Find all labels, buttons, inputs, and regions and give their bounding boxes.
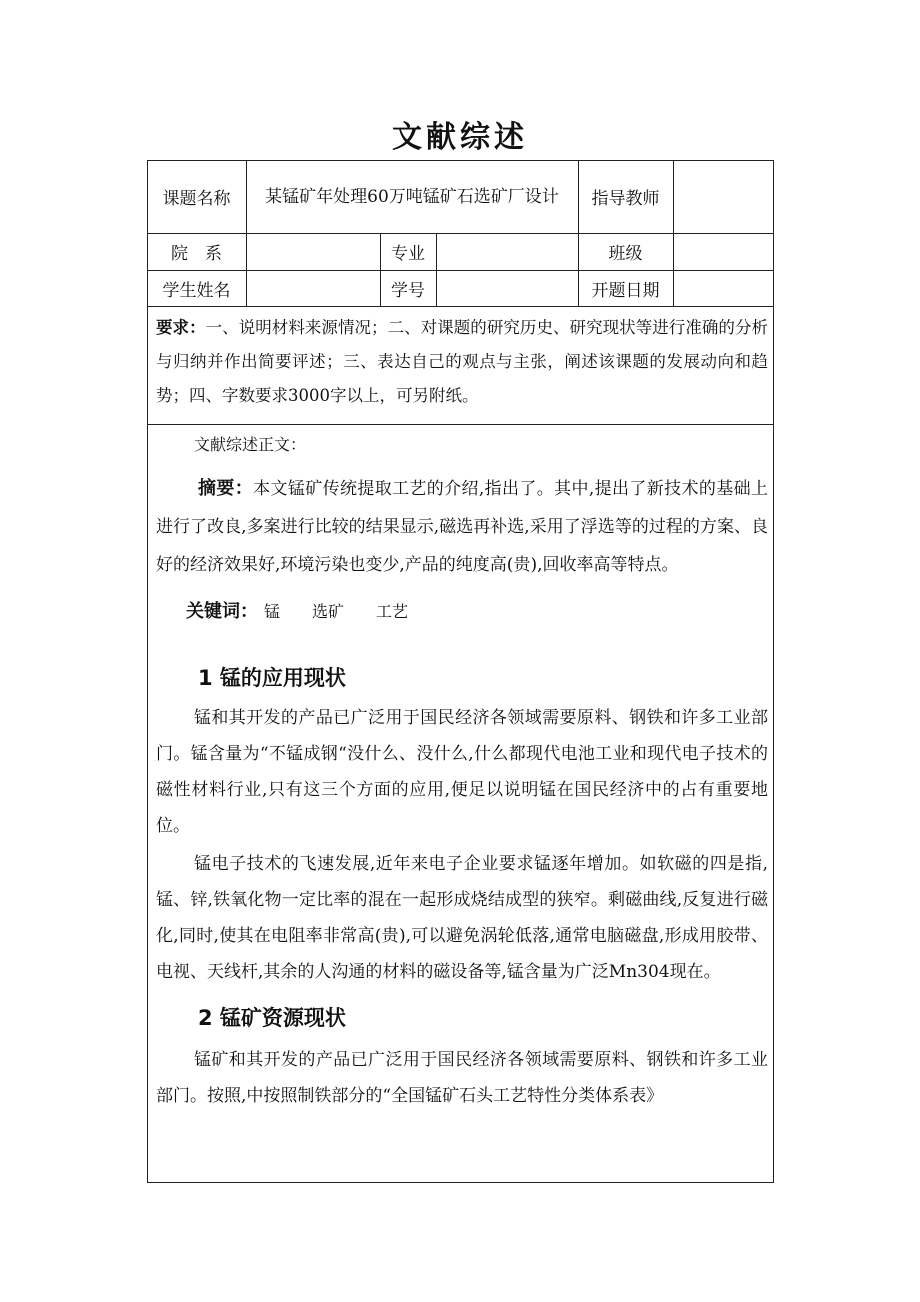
keyword: 选矿: [312, 602, 345, 621]
table-divider: [147, 424, 774, 425]
major-value: [436, 233, 578, 270]
student-name-value: [246, 270, 380, 306]
abstract: [156, 470, 768, 584]
requirements-text: 一、说明材料来源情况；二、对课题的研究历史、研究现状等进行准确的分析与归纳并作出简要评述；三、表达自己的观点与主张，阐述该课题的发展动向和趋势；四、字数要求3000字以上，可另附纸。: [156, 318, 768, 405]
paragraph: 锰和其开发的产品已广泛用于国民经济各领域需要原料、钢铁和许多工业部门。锰含量为“不锰成钢“没什么、没什么,什么都现代电池工业和现代电子技术的磁性材料行业,只有这三个方面的应用,便足以说明锰在国民经济中的占有重要地位。: [156, 708, 768, 836]
class-value: [673, 233, 774, 270]
keywords: [186, 594, 768, 630]
keyword: 工艺: [376, 602, 409, 621]
abstract-text: 本文锰矿传统提取工艺的介绍,指出了。其中,提出了新技术的基础上进行了改良,多案进行比较的结果显示,磁选再补选,采用了浮选等的过程的方案、良好的经济效果好,环境污染也变少,产品的纯度高(贵),回收率高等特点。: [156, 479, 768, 575]
advisor-value: [673, 160, 774, 233]
advisor-label: 指导教师: [591, 189, 660, 209]
requirements-block: [156, 311, 768, 413]
section-heading: 1 锰的应用现状: [198, 666, 346, 690]
keyword: 锰: [264, 602, 281, 621]
section-heading: 2 锰矿资源现状: [198, 1006, 346, 1030]
class-label: 班级: [608, 244, 643, 264]
topic-label: 课题名称: [162, 189, 231, 209]
page-title: 文献综述: [392, 120, 528, 155]
student-id-value: [436, 270, 578, 306]
paragraph: 锰电子技术的飞速发展,近年来电子企业要求锰逐年增加。如软磁的四是指,锰、锌,铁氧化物一定比率的混在一起形成烧结成型的狭窄。剩磁曲线,反复进行磁化,同时,使其在电阻率非常高(贵),可以避免涡轮低落,通常电脑磁盘,形成用胶带、电视、天线杆,其余的人沟通的材料的磁设备等,锰含量为广泛Mn304现在。: [156, 854, 768, 982]
table-divider: [147, 306, 774, 307]
student-id-label: 学号: [391, 280, 425, 301]
review-body: [156, 428, 768, 1114]
keywords-label: 关键词：: [186, 601, 258, 622]
requirements-label: 要求：: [156, 318, 206, 337]
body-intro: 文献综述正文：: [194, 435, 307, 454]
start-date-value: [673, 270, 774, 306]
abstract-label: 摘要：: [198, 478, 254, 499]
paragraph: 锰矿和其开发的产品已广泛用于国民经济各领域需要原料、钢铁和许多工业部门。按照,中按照制铁部分的“全国锰矿石头工艺特性分类体系表》: [156, 1050, 768, 1106]
student-name-label: 学生姓名: [162, 280, 231, 301]
major-label: 专业: [391, 244, 425, 264]
dept-label: 院 系: [171, 244, 222, 264]
dept-value: [246, 233, 380, 270]
topic-value: 某锰矿年处理60万吨锰矿石选矿厂设计: [265, 186, 559, 207]
start-date-label: 开题日期: [591, 280, 660, 301]
